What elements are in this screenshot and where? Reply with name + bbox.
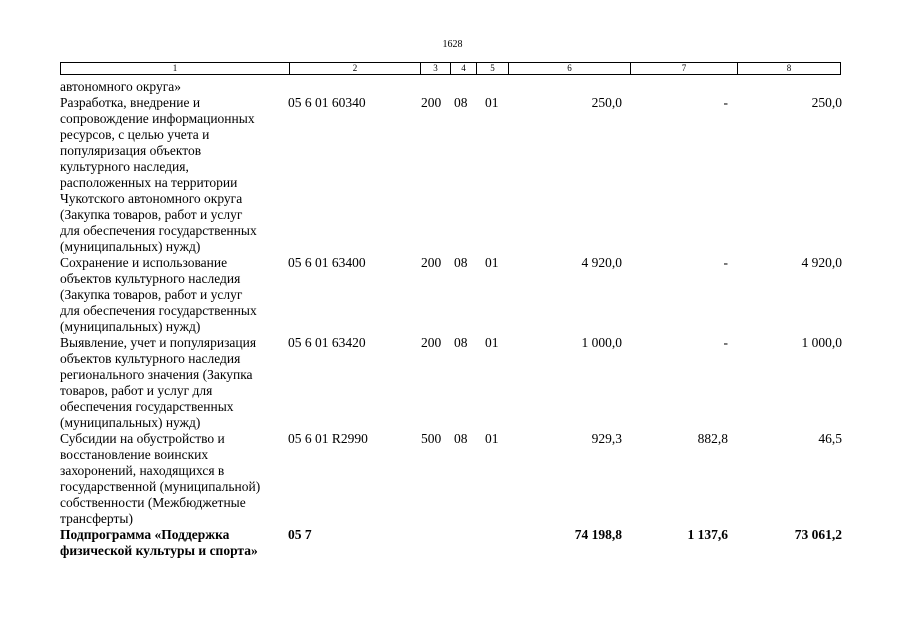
cell-c7: - bbox=[723, 255, 728, 270]
cell-c8: 4 920,0 bbox=[801, 255, 842, 270]
row-name-line: (Закупка товаров, работ и услуг bbox=[60, 287, 243, 302]
cell-c8: 46,5 bbox=[818, 431, 842, 446]
row-name-line: расположенных на территории bbox=[60, 175, 238, 190]
row-name-line: товаров, работ и услуг для bbox=[60, 383, 213, 398]
cell-c5: 01 bbox=[485, 255, 499, 270]
cell-c7: 1 137,6 bbox=[687, 527, 728, 542]
row-name-line: захоронений, находящихся в bbox=[60, 463, 225, 478]
table-header bbox=[60, 62, 841, 75]
row-name-line: Выявление, учет и популяризация bbox=[60, 335, 257, 350]
cell-c6: 250,0 bbox=[591, 95, 622, 110]
row-name-line: Сохранение и использование bbox=[60, 255, 228, 270]
cell-c4: 08 bbox=[454, 431, 468, 446]
cell-c4: 08 bbox=[454, 335, 468, 350]
cell-code: 05 6 01 60340 bbox=[288, 95, 366, 110]
cell-c6: 74 198,8 bbox=[574, 527, 622, 542]
row-name bbox=[60, 335, 288, 431]
row-name-line: сопровождение информационных bbox=[60, 111, 255, 126]
row-name-line: (Закупка товаров, работ и услуг bbox=[60, 207, 243, 222]
cell-c3: 500 bbox=[421, 431, 442, 446]
header-col-5: 5 bbox=[476, 63, 508, 74]
cell-c6: 4 920,0 bbox=[581, 255, 622, 270]
cell-code: 05 6 01 63420 bbox=[288, 335, 366, 350]
page-number: 1628 bbox=[442, 39, 463, 50]
cell-code: 05 7 bbox=[288, 527, 312, 542]
table-row bbox=[60, 431, 841, 527]
cell-c6: 1 000,0 bbox=[581, 335, 622, 350]
cell-c5: 01 bbox=[485, 335, 499, 350]
row-name bbox=[60, 95, 288, 255]
cell-c8: 73 061,2 bbox=[794, 527, 842, 542]
row-name-line: восстановление воинских bbox=[60, 447, 209, 462]
cell-c7: - bbox=[723, 95, 728, 110]
row-name-line: регионального значения (Закупка bbox=[60, 367, 253, 382]
cell-code: 05 6 01 R2990 bbox=[288, 431, 368, 446]
row-name-line: культурного наследия, bbox=[60, 159, 189, 174]
cell-c7: 882,8 bbox=[697, 431, 728, 446]
cell-c6: 929,3 bbox=[591, 431, 622, 446]
row-name-line: (муниципальных) нужд) bbox=[60, 319, 201, 334]
row-name-line: ресурсов, с целью учета и bbox=[60, 127, 210, 142]
row-name bbox=[60, 431, 288, 527]
row-name bbox=[60, 255, 288, 335]
cell-c8: 1 000,0 bbox=[801, 335, 842, 350]
row-name-line: объектов культурного наследия bbox=[60, 351, 241, 366]
row-name-line: трансферты) bbox=[60, 511, 133, 526]
header-col-7: 7 bbox=[630, 63, 737, 74]
row-name-line: для обеспечения государственных bbox=[60, 223, 257, 238]
row-name-line: популяризация объектов bbox=[60, 143, 202, 158]
header-col-1: 1 bbox=[172, 63, 178, 73]
header-col-3: 3 bbox=[420, 63, 450, 74]
row-name-line: обеспечения государственных bbox=[60, 399, 234, 414]
table-body bbox=[60, 79, 841, 559]
table-row bbox=[60, 335, 841, 431]
header-col-6: 6 bbox=[508, 63, 630, 74]
cell-code: 05 6 01 63400 bbox=[288, 255, 366, 270]
row-name-line: собственности (Межбюджетные bbox=[60, 495, 246, 510]
cell-c3: 200 bbox=[421, 95, 442, 110]
cell-c5: 01 bbox=[485, 431, 499, 446]
row-name-line: для обеспечения государственных bbox=[60, 303, 257, 318]
row-name-line: (муниципальных) нужд) bbox=[60, 415, 201, 430]
header-col-2: 2 bbox=[289, 63, 420, 74]
row-name-line: Чукотского автономного округа bbox=[60, 191, 243, 206]
cell-c5: 01 bbox=[485, 95, 499, 110]
table-row bbox=[60, 95, 841, 255]
continuation-line: автономного округа» bbox=[60, 79, 181, 94]
header-col-4: 4 bbox=[450, 63, 476, 74]
row-name-line: Подпрограмма «Поддержка bbox=[60, 527, 230, 542]
cell-c3: 200 bbox=[421, 255, 442, 270]
cell-c4: 08 bbox=[454, 255, 468, 270]
row-name-line: Разработка, внедрение и bbox=[60, 95, 201, 110]
subprogram-row bbox=[60, 527, 841, 559]
cell-c3: 200 bbox=[421, 335, 442, 350]
row-name-line: (муниципальных) нужд) bbox=[60, 239, 201, 254]
row-name bbox=[60, 527, 290, 559]
cell-c8: 250,0 bbox=[811, 95, 842, 110]
row-name-line: физической культуры и спорта» bbox=[60, 543, 258, 558]
header-col-8: 8 bbox=[737, 63, 840, 74]
cell-c7: - bbox=[723, 335, 728, 350]
row-name-line: объектов культурного наследия bbox=[60, 271, 241, 286]
table-row bbox=[60, 255, 841, 335]
row-name-line: Субсидии на обустройство и bbox=[60, 431, 225, 446]
row-name-line: государственной (муниципальной) bbox=[60, 479, 261, 494]
cell-c4: 08 bbox=[454, 95, 468, 110]
